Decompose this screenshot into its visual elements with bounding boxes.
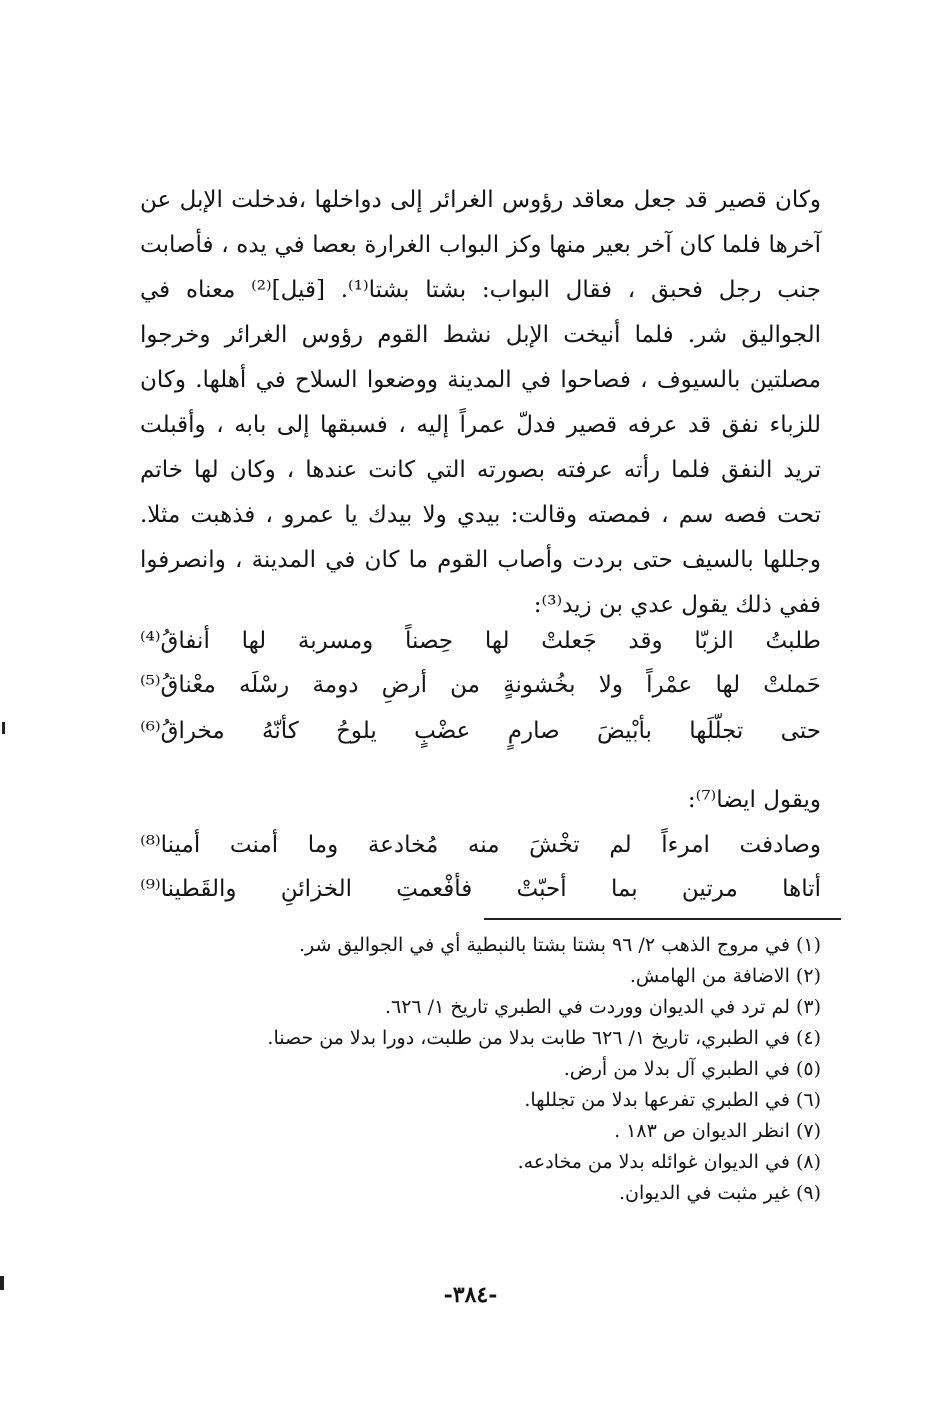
verse-word: عمْراً: [646, 672, 693, 698]
verse-line: [140, 664, 821, 706]
footnote: (٣) لم ترد في الديوان ووردت في الطبري تاريخ ١/ ٦٢٦.: [384, 996, 821, 1018]
verse-word: جَعلتْ: [541, 628, 597, 654]
footnote: (٥) في الطبري آل بدلا من أرض.: [563, 1058, 821, 1080]
verse-intro: ويقول ايضا⁽⁷⁾:: [687, 787, 821, 813]
footnotes: [140, 930, 821, 1209]
footnote: (٩) غير مثبت في الديوان.: [619, 1182, 821, 1204]
verse-word: مرتين: [681, 876, 738, 902]
verse-word: أمنت: [229, 832, 279, 858]
verse-word: الخزائنِ: [280, 876, 353, 902]
verse-word: أتاها: [782, 876, 821, 902]
scan-mark: [0, 1276, 4, 1290]
verse-word: لم: [609, 832, 632, 858]
verse-word: ومسربة: [297, 628, 374, 654]
footnote: (٦) في الطبري تفرعها بدلا من تجللها.: [524, 1089, 821, 1111]
verse-word: منه: [467, 832, 500, 858]
verse-word: عضْبٍ: [414, 718, 471, 744]
verse-word: ولا: [598, 672, 623, 698]
verse-word: والقَطينا⁽⁹⁾: [140, 876, 237, 902]
scan-mark: [2, 722, 5, 734]
verse-word: من: [450, 672, 480, 698]
verse-word: حِصناً: [405, 628, 454, 654]
verse-word: لها: [715, 672, 741, 698]
footnote: (٤) في الطبري، تاريخ ١/ ٦٢٦ طابت بدلا من طلبت، دورا بدلا من حصنا.: [267, 1027, 821, 1049]
verse-word: وقد: [628, 628, 663, 654]
verse-word: وما: [307, 832, 339, 858]
verse-word: لها: [484, 628, 510, 654]
verse-word: مخراقُ⁽⁶⁾: [140, 718, 225, 744]
verse-word: حتى: [780, 718, 821, 744]
verse-word: رسْلَه: [238, 672, 290, 698]
verse-word: دومة: [312, 672, 359, 698]
verse-word: بأبْيضَ: [596, 718, 652, 744]
verse-line: [140, 620, 821, 662]
verse-word: طلبتُ: [765, 628, 821, 654]
prose-paragraph: وكان قصير قد جعل معاقد رؤوس الغرائر إلى دواخلها ،فدخلت الإبل عن آخرها فلما كان آخر بعير منها وكز البواب الغرارة بعصا في يده ، فأصابت جنب رجل فحبق ، فقال البواب: بشتا بشتا⁽¹⁾. [قيل]⁽²⁾ معناه في الجواليق شر. فلما أنيخت الإبل نشط القوم رؤوس الغرائر وخرجوا مصلتين بالسيوف ، فصاحوا في المدينة ووضعوا السلاح في أهلها. وكان للزباء نفق قد عرفه قصير فدلّ عمراً إليه ، فسبقها إلى بابه ، وأقبلت تريد النفق فلما رأته عرفته بصورته التي كانت عندها ، وكان لها خاتم تحت فصه سم ، فمصته وقالت: بيدي ولا بيدك يا عمرو ، فذهبت مثلا. وجللها بالسيف حتى بردت وأصاب القوم ما كان في المدينة ، وانصرفوا ففي ذلك يقول عدي بن زيد⁽³⁾:: [140, 187, 821, 618]
verse-word: وصادفت: [739, 832, 821, 858]
footnote: (٧) انظر الديوان ص ١٨٣ .: [614, 1120, 821, 1142]
verse-word: يلوحُ: [336, 718, 377, 744]
verse-word: امرءاً: [661, 832, 710, 858]
verse-word: لها: [241, 628, 267, 654]
verse-word: فأفْعمتِ: [396, 876, 473, 902]
verse-line: [140, 868, 821, 910]
verse-word: مُخادعة: [367, 832, 439, 858]
body-text: [140, 178, 821, 628]
page-number: -٣٨٤-: [443, 1282, 498, 1308]
verse-line: [140, 824, 821, 866]
verse-word: حَملتْ: [763, 672, 821, 698]
footnote: (١) في مروج الذهب ٢/ ٩٦ بشتا بشتا بالنبطية أي في الجواليق شر.: [299, 934, 821, 956]
verse-word: معْناقُ⁽⁵⁾: [140, 672, 216, 698]
verse-word: بخُشونةٍ: [503, 672, 576, 698]
verse-word: صارمٍ: [507, 718, 560, 744]
verse-word: تخْشَ: [529, 832, 580, 858]
verse-word: الزبّا: [694, 628, 734, 654]
verse-word: تجلّلَها: [689, 718, 744, 744]
verse-word: أمينا⁽⁸⁾: [140, 832, 201, 858]
verse-word: أحبّتْ: [516, 876, 567, 902]
verse-word: بما: [610, 876, 638, 902]
verse-word: كأنّهُ: [262, 718, 299, 744]
footnote: (٢) الاضافة من الهامش.: [629, 965, 821, 987]
verse-word: أنفاقُ⁽⁴⁾: [140, 628, 210, 654]
verse-word: أرضِ: [381, 672, 427, 698]
footnote: (٨) في الديوان غوائله بدلا من مخادعه.: [517, 1151, 821, 1173]
verse-line: [140, 710, 821, 752]
footnote-separator: [484, 918, 841, 920]
